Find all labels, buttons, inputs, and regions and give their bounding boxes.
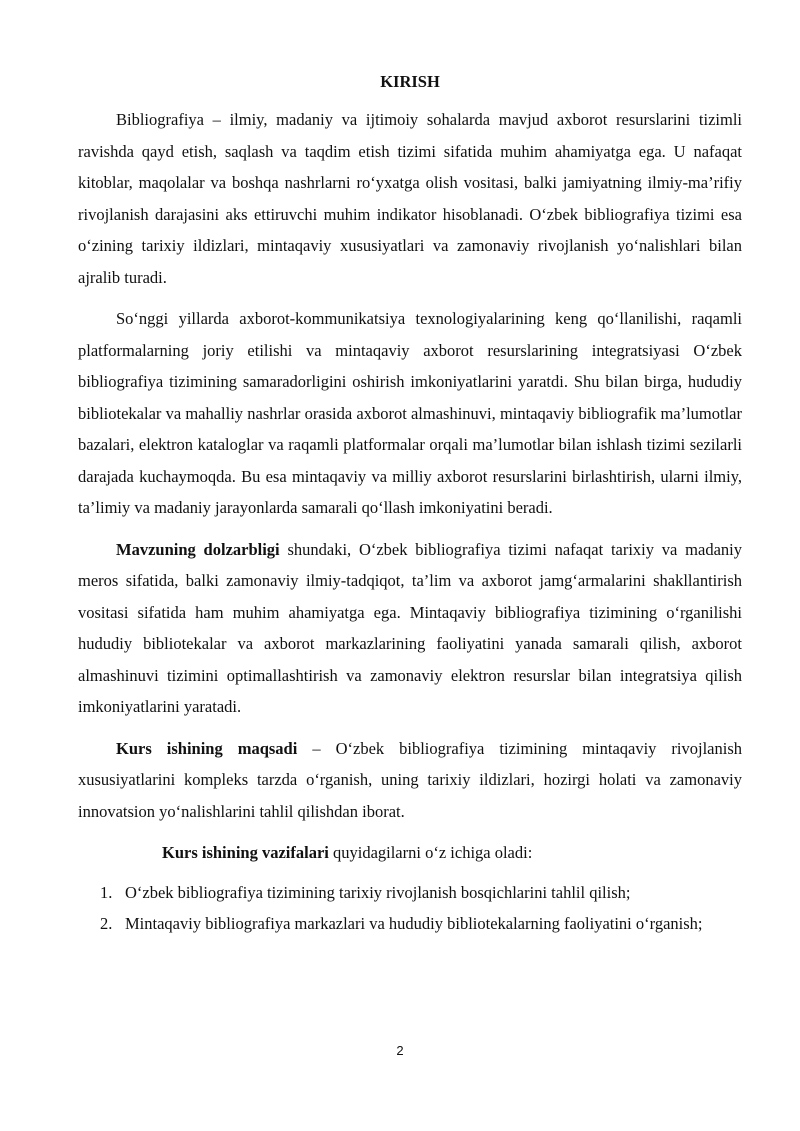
list-item-number: 1. [100,882,113,902]
relevance-heading: Mavzuning dolzarbligi [116,539,280,559]
tasks-list [78,877,742,940]
intro-paragraph-1: Bibliografiya – ilmiy, madaniy va ijtimoiy sohalarda mavjud axborot resurslarini tizimli ravishda qayd etish, saqlash va taqdim etish tizimi sifatida muhim ahamiyatga ega. U nafaqat kitoblar, maqolalar va boshqa nashrlarni ro‘yxatga olish vositasi, balki jamiyatning ilmiy-ma’rifiy rivojlanish darajasini aks ettiruvchi muhim indikator hisoblanadi. O‘zbek bibliografiya tizimi esa o‘zining tarixiy ildizlari, mintaqaviy xususiyatlari va zamonaviy rivojlanish yo‘nalishlari bilan ajralib turadi. [78,110,742,287]
tasks-intro-paragraph [78,837,742,869]
list-item [78,908,742,940]
section-title: KIRISH [380,72,440,91]
goal-paragraph [78,733,742,828]
list-item [78,877,742,909]
document-page [78,72,742,940]
intro-paragraph-2: So‘nggi yillarda axborot-kommunikatsiya texnologiyalarining keng qo‘llanilishi, raqamli platformalarning joriy etilishi va mintaqaviy axborot resurslarining integratsiyasi O‘zbek bibliografiya tizimining samaradorligini oshirish imkoniyatlarini yaratdi. Shu bilan birga, hududiy bibliotekalar va mahalliy nashrlar orasida axborot almashinuvi, mintaqaviy bibliografik ma’lumotlar bazalari, elektron kataloglar va raqamli platformalar orqali ma’lumotlar bilan ishlash tizimi sezilarli darajada kuchaymoqda. Bu esa mintaqaviy va milliy axborot resurslarini birlashtirish, ularni ilmiy, ta’limiy va madaniy jarayonlarda samarali qo‘llash imkoniyatini beradi. [78,309,742,517]
tasks-intro-text: quyidagilarni o‘z ichiga oladi: [328,843,533,862]
list-item-text: O‘zbek bibliografiya tizimining tarixiy rivojlanish bosqichlarini tahlil qilish; [125,882,631,902]
page-number: 2 [396,1043,404,1058]
goal-heading: Kurs ishining maqsadi [116,738,298,758]
relevance-paragraph [78,534,742,723]
tasks-heading: Kurs ishining vazifalari [162,843,329,862]
list-item-number: 2. [100,914,113,933]
goal-text: – O‘zbek bibliografiya tizimining mintaqaviy rivojlanish xususiyatlarini kompleks tarzda o‘rganish, uning tarixiy ildizlari, hozirgi holati va zamonaviy innovatsion yo‘nalishlarini tahlil qilishdan iborat. [78,738,743,821]
list-item-text: Mintaqaviy bibliografiya markazlari va hududiy bibliotekalarning faoliyatini o‘rganish; [125,914,703,933]
relevance-text: shundaki, O‘zbek bibliografiya tizimi nafaqat tarixiy va madaniy meros sifatida, balki zamonaviy ilmiy-tadqiqot, ta’lim va axborot jamg‘armalarini shakllantirish vositasi sifatida ham muhim ahamiyatga ega. Mintaqaviy bibliografiya tizimining o‘rganilishi hududiy bibliotekalar va axborot markazlarining faoliyatini yanada samarali qilish, axborot almashinuvi tizimini optimallashtirish va zamonaviy elektron resurslar bilan integratsiya qilish imkoniyatlarini yaratadi. [78,539,742,716]
